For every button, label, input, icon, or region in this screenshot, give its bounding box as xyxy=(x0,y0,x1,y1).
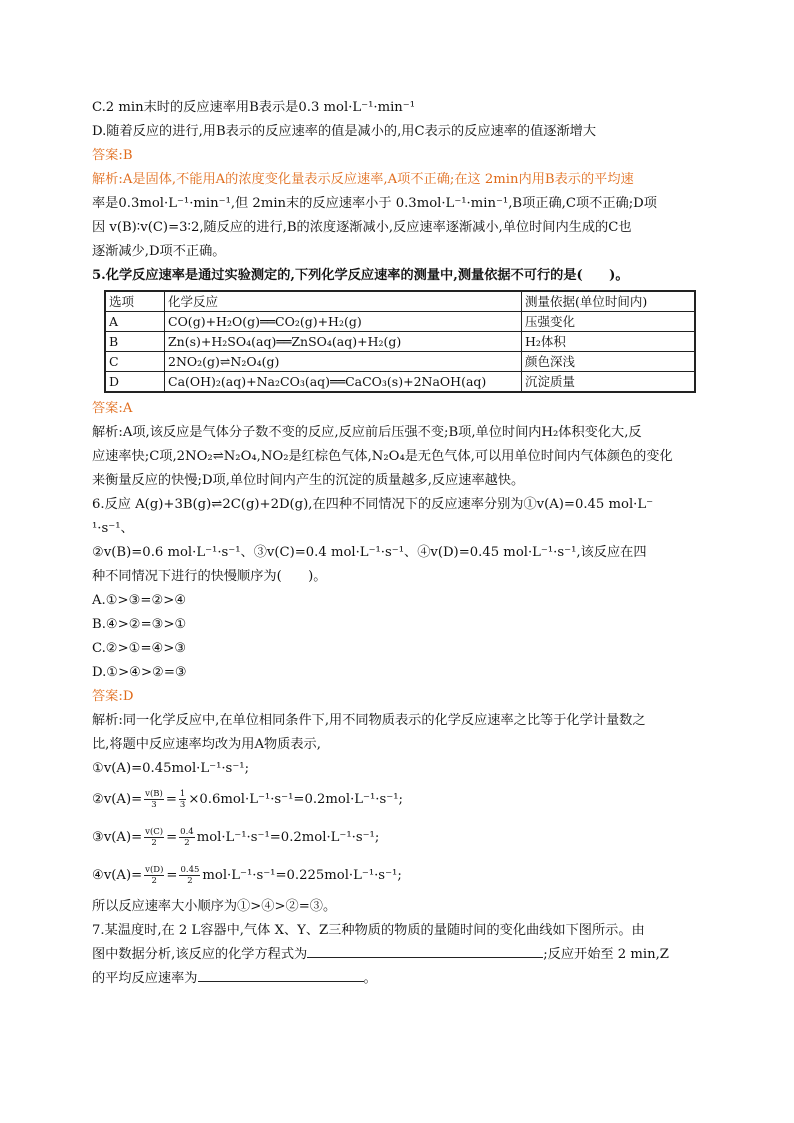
q6-stem: ¹·s⁻¹、 xyxy=(92,521,134,536)
q6-calc-line xyxy=(92,819,702,857)
fraction-numerator: 0.4 xyxy=(180,827,194,837)
q4-exp-text: 解析:A是固体,不能用A的浓度变化量表示反应速率,A项不正确;在这 2min内用B表示的平均速 xyxy=(92,172,634,187)
q5-explanation-line: 应速率快;C项,2NO₂⇌N₂O₄,NO₂是红棕色气体,N₂O₄是无色气体,可以用单位时间内气体颜色的变化 xyxy=(92,449,673,464)
q6-explanation-line: 解析:同一化学反应中,在单位相同条件下,用不同物质表示的化学反应速率之比等于化学计量数之 xyxy=(92,713,646,728)
q4-explanation-line xyxy=(92,168,702,192)
calc-text: = xyxy=(166,868,178,883)
q4-option-d: D.随着反应的进行,用B表示的反应速率的值是减小的,用C表示的反应速率的值逐渐增大 xyxy=(92,124,597,139)
calc-text: mol·L⁻¹·s⁻¹=0.2mol·L⁻¹·s⁻¹; xyxy=(196,830,380,845)
calc-text: = xyxy=(165,792,177,807)
table-header-cell: 选项 xyxy=(105,291,165,312)
table-row xyxy=(105,352,695,372)
fraction-numerator: v(B) xyxy=(145,789,163,799)
fraction-numerator: 1 xyxy=(179,789,186,799)
fraction-denominator: 3 xyxy=(179,800,186,810)
table-cell: Ca(OH)₂(aq)+Na₂CO₃(aq)══CaCO₃(s)+2NaOH(aq) xyxy=(165,372,522,393)
q6-conclusion: 所以反应速率大小顺序为①>④>②=③。 xyxy=(92,899,337,914)
q6-calc-line: ①v(A)=0.45mol·L⁻¹·s⁻¹; xyxy=(92,761,250,776)
fraction-denominator: 2 xyxy=(151,876,157,886)
q6-calc-line xyxy=(92,857,702,895)
document-page xyxy=(92,96,702,991)
table-cell: 压强变化 xyxy=(522,312,696,332)
reaction-table xyxy=(104,290,696,393)
q6-calc-line xyxy=(92,781,702,819)
table-row xyxy=(105,312,695,332)
table-cell: 2NO₂(g)⇌N₂O₄(g) xyxy=(165,352,522,372)
q6-option-a: A.①>③=②>④ xyxy=(92,593,187,608)
q6-stem: 种不同情况下进行的快慢顺序为( )。 xyxy=(92,569,327,584)
q5-answer: 答案:A xyxy=(92,401,133,416)
table-cell: 颜色深浅 xyxy=(522,352,696,372)
q4-explanation-line: 率是0.3mol·L⁻¹·min⁻¹,但 2min末的反应速率小于 0.3mol·L⁻¹·min⁻¹,B项正确,C项不正确;D项 xyxy=(92,196,657,211)
fraction xyxy=(144,789,164,810)
fraction xyxy=(144,865,164,886)
table-cell: A xyxy=(105,312,165,332)
equation-blank[interactable] xyxy=(307,943,543,958)
fraction xyxy=(179,827,195,848)
q7-stem: 7.某温度时,在 2 L容器中,气体 X、Y、Z三种物质的物质的量随时间的变化曲线如下图所示。由 xyxy=(92,923,645,938)
q6-option-d: D.①>④>②=③ xyxy=(92,665,187,680)
q6-option-c: C.②>①=④>③ xyxy=(92,641,187,656)
calc-text: ③v(A)= xyxy=(92,830,143,845)
table-cell: 沉淀质量 xyxy=(522,372,696,393)
fraction xyxy=(179,789,186,810)
calc-text: mol·L⁻¹·s⁻¹=0.225mol·L⁻¹·s⁻¹; xyxy=(202,868,402,883)
q7-text: 的平均反应速率为 xyxy=(92,971,198,986)
q7-text: ;反应开始至 2 min,Z xyxy=(543,947,669,962)
q5-stem: 5.化学反应速率是通过实验测定的,下列化学反应速率的测量中,测量依据不可行的是( )。 xyxy=(92,268,629,283)
table-cell: Zn(s)+H₂SO₄(aq)══ZnSO₄(aq)+H₂(g) xyxy=(165,332,522,352)
table-header-row xyxy=(105,291,695,312)
table-header-cell: 化学反应 xyxy=(165,291,522,312)
fraction xyxy=(144,827,164,848)
q4-answer: 答案:B xyxy=(92,148,133,163)
table-cell: D xyxy=(105,372,165,393)
q6-answer: 答案:D xyxy=(92,689,134,704)
q6-stem: 6.反应 A(g)+3B(g)⇌2C(g)+2D(g),在四种不同情况下的反应速率分别为①v(A)=0.45 mol·L⁻ xyxy=(92,497,654,512)
table-header-cell: 测量依据(单位时间内) xyxy=(522,291,696,312)
q6-explanation-line: 比,将题中反应速率均改为用A物质表示, xyxy=(92,737,321,752)
q6-stem: ②v(B)=0.6 mol·L⁻¹·s⁻¹、③v(C)=0.4 mol·L⁻¹·s⁻¹、④v(D)=0.45 mol·L⁻¹·s⁻¹,该反应在四 xyxy=(92,545,647,560)
q4-explanation-line: 因 v(B)∶v(C)=3∶2,随反应的进行,B的浓度逐渐减小,反应速率逐渐减小,单位时间内生成的C也 xyxy=(92,220,632,235)
fraction-denominator: 3 xyxy=(151,800,157,810)
table-row xyxy=(105,372,695,393)
calc-text: ×0.6mol·L⁻¹·s⁻¹=0.2mol·L⁻¹·s⁻¹; xyxy=(188,792,403,807)
table-row xyxy=(105,332,695,352)
fraction-numerator: v(D) xyxy=(145,865,164,875)
fraction xyxy=(179,865,200,886)
q5-explanation-line: 解析:A项,该反应是气体分子数不变的反应,反应前后压强不变;B项,单位时间内H₂体积变化大,反 xyxy=(92,425,642,440)
table-cell: C xyxy=(105,352,165,372)
q7-text: 。 xyxy=(363,971,377,986)
calc-text: ②v(A)= xyxy=(92,792,143,807)
q4-explanation-line: 逐渐减少,D项不正确。 xyxy=(92,244,226,259)
q4-option-c: C.2 min末时的反应速率用B表示是0.3 mol·L⁻¹·min⁻¹ xyxy=(92,100,416,115)
calc-text: = xyxy=(166,830,178,845)
rate-blank[interactable] xyxy=(198,967,364,982)
q5-explanation-line: 来衡量反应的快慢;D项,单位时间内产生的沉淀的质量越多,反应速率越快。 xyxy=(92,473,525,488)
q6-option-b: B.④>②=③>① xyxy=(92,617,187,632)
calc-text: ④v(A)= xyxy=(92,868,143,883)
fraction-denominator: 2 xyxy=(187,876,193,886)
fraction-numerator: v(C) xyxy=(145,827,164,837)
fraction-denominator: 2 xyxy=(184,838,190,848)
q7-stem xyxy=(92,943,702,967)
q7-text: 图中数据分析,该反应的化学方程式为 xyxy=(92,947,308,962)
q7-stem xyxy=(92,967,702,991)
table-cell: H₂体积 xyxy=(522,332,696,352)
table-cell: B xyxy=(105,332,165,352)
fraction-denominator: 2 xyxy=(151,838,157,848)
fraction-numerator: 0.45 xyxy=(180,865,200,875)
table-cell: CO(g)+H₂O(g)══CO₂(g)+H₂(g) xyxy=(165,312,522,332)
